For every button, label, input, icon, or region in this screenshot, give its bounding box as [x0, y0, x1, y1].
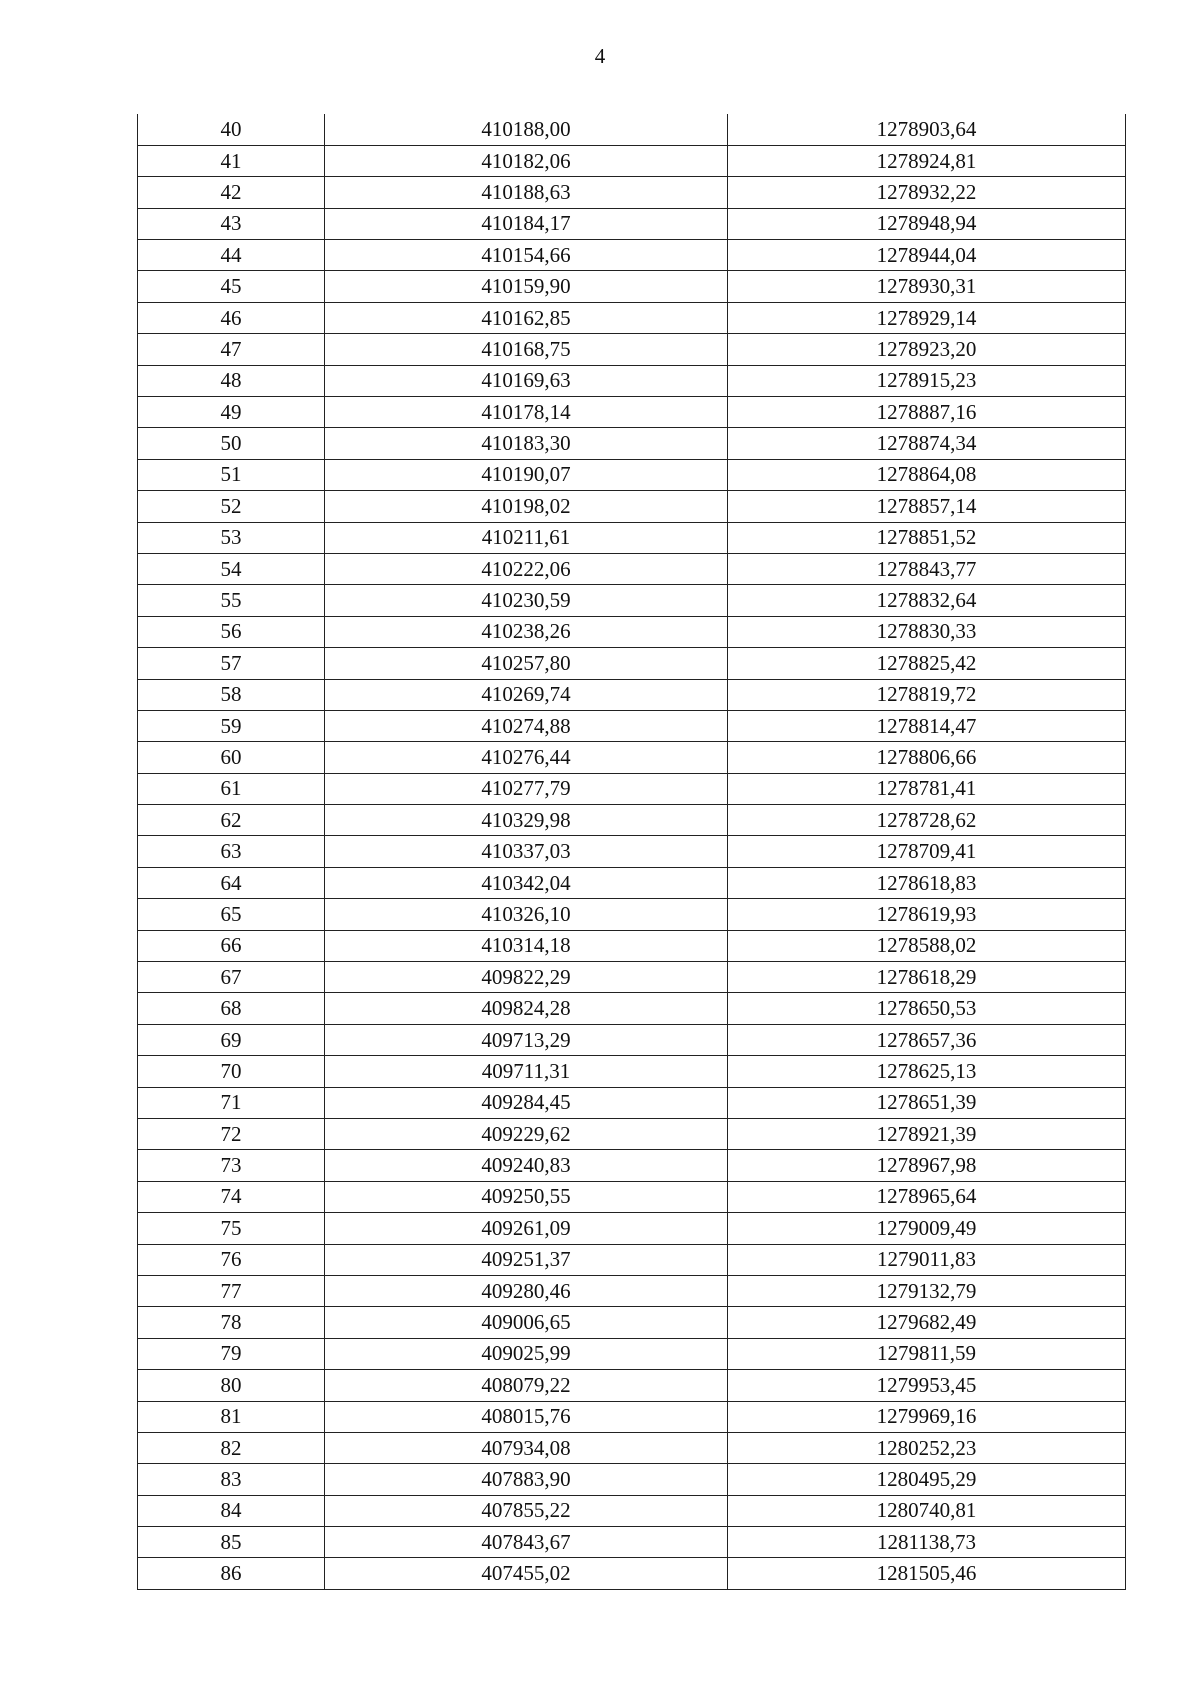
y-coordinate-cell: 1278619,93 — [728, 899, 1126, 930]
x-coordinate-cell: 409822,29 — [325, 962, 728, 993]
x-coordinate-cell: 407883,90 — [325, 1464, 728, 1495]
table-row — [138, 930, 1126, 961]
point-number-cell: 69 — [138, 1024, 325, 1055]
y-coordinate-cell: 1279969,16 — [728, 1401, 1126, 1432]
y-coordinate-cell: 1278814,47 — [728, 710, 1126, 741]
x-coordinate-cell: 410277,79 — [325, 773, 728, 804]
table-row — [138, 459, 1126, 490]
point-number-cell: 45 — [138, 271, 325, 302]
point-number-cell: 74 — [138, 1181, 325, 1212]
y-coordinate-cell: 1278650,53 — [728, 993, 1126, 1024]
point-number-cell: 49 — [138, 397, 325, 428]
y-coordinate-cell: 1279811,59 — [728, 1338, 1126, 1369]
x-coordinate-cell: 407934,08 — [325, 1432, 728, 1463]
table-row — [138, 710, 1126, 741]
y-coordinate-cell: 1279009,49 — [728, 1213, 1126, 1244]
table-row — [138, 836, 1126, 867]
x-coordinate-cell: 410159,90 — [325, 271, 728, 302]
x-coordinate-cell: 410337,03 — [325, 836, 728, 867]
y-coordinate-cell: 1278709,41 — [728, 836, 1126, 867]
x-coordinate-cell: 410154,66 — [325, 240, 728, 271]
x-coordinate-cell: 407843,67 — [325, 1527, 728, 1558]
table-row — [138, 1432, 1126, 1463]
y-coordinate-cell: 1279132,79 — [728, 1275, 1126, 1306]
table-row — [138, 145, 1126, 176]
point-number-cell: 65 — [138, 899, 325, 930]
point-number-cell: 64 — [138, 867, 325, 898]
y-coordinate-cell: 1278965,64 — [728, 1181, 1126, 1212]
table-row — [138, 648, 1126, 679]
y-coordinate-cell: 1278588,02 — [728, 930, 1126, 961]
x-coordinate-cell: 410168,75 — [325, 334, 728, 365]
point-number-cell: 78 — [138, 1307, 325, 1338]
table-row — [138, 805, 1126, 836]
table-row — [138, 397, 1126, 428]
table-row — [138, 585, 1126, 616]
y-coordinate-cell: 1278806,66 — [728, 742, 1126, 773]
point-number-cell: 67 — [138, 962, 325, 993]
point-number-cell: 73 — [138, 1150, 325, 1181]
x-coordinate-cell: 410184,17 — [325, 208, 728, 239]
point-number-cell: 60 — [138, 742, 325, 773]
table-row — [138, 491, 1126, 522]
x-coordinate-cell: 410342,04 — [325, 867, 728, 898]
y-coordinate-cell: 1278728,62 — [728, 805, 1126, 836]
y-coordinate-cell: 1278618,29 — [728, 962, 1126, 993]
y-coordinate-cell: 1279011,83 — [728, 1244, 1126, 1275]
table-row — [138, 553, 1126, 584]
table-row — [138, 1495, 1126, 1526]
x-coordinate-cell: 409824,28 — [325, 993, 728, 1024]
point-number-cell: 82 — [138, 1432, 325, 1463]
y-coordinate-cell: 1278903,64 — [728, 114, 1126, 145]
point-number-cell: 66 — [138, 930, 325, 961]
y-coordinate-cell: 1278874,34 — [728, 428, 1126, 459]
y-coordinate-cell: 1281138,73 — [728, 1527, 1126, 1558]
table-row — [138, 1244, 1126, 1275]
x-coordinate-cell: 409240,83 — [325, 1150, 728, 1181]
x-coordinate-cell: 410188,00 — [325, 114, 728, 145]
x-coordinate-cell: 410178,14 — [325, 397, 728, 428]
table-row — [138, 679, 1126, 710]
y-coordinate-cell: 1281505,46 — [728, 1558, 1126, 1589]
table-row — [138, 365, 1126, 396]
table-row — [138, 1338, 1126, 1369]
point-number-cell: 46 — [138, 302, 325, 333]
y-coordinate-cell: 1278843,77 — [728, 553, 1126, 584]
point-number-cell: 81 — [138, 1401, 325, 1432]
point-number-cell: 40 — [138, 114, 325, 145]
point-number-cell: 62 — [138, 805, 325, 836]
table-row — [138, 899, 1126, 930]
x-coordinate-cell: 410188,63 — [325, 177, 728, 208]
x-coordinate-cell: 409025,99 — [325, 1338, 728, 1369]
y-coordinate-cell: 1278932,22 — [728, 177, 1126, 208]
point-number-cell: 71 — [138, 1087, 325, 1118]
table-row — [138, 302, 1126, 333]
y-coordinate-cell: 1279953,45 — [728, 1370, 1126, 1401]
x-coordinate-cell: 410211,61 — [325, 522, 728, 553]
table-row — [138, 616, 1126, 647]
y-coordinate-cell: 1278781,41 — [728, 773, 1126, 804]
point-number-cell: 85 — [138, 1527, 325, 1558]
point-number-cell: 59 — [138, 710, 325, 741]
coordinates-table — [137, 114, 1126, 1590]
point-number-cell: 55 — [138, 585, 325, 616]
table-row — [138, 1213, 1126, 1244]
point-number-cell: 77 — [138, 1275, 325, 1306]
table-row — [138, 993, 1126, 1024]
x-coordinate-cell: 410198,02 — [325, 491, 728, 522]
x-coordinate-cell: 407855,22 — [325, 1495, 728, 1526]
table-row — [138, 428, 1126, 459]
table-row — [138, 867, 1126, 898]
x-coordinate-cell: 408015,76 — [325, 1401, 728, 1432]
table-row — [138, 1150, 1126, 1181]
point-number-cell: 58 — [138, 679, 325, 710]
point-number-cell: 51 — [138, 459, 325, 490]
point-number-cell: 56 — [138, 616, 325, 647]
y-coordinate-cell: 1278915,23 — [728, 365, 1126, 396]
point-number-cell: 50 — [138, 428, 325, 459]
x-coordinate-cell: 410190,07 — [325, 459, 728, 490]
table-row — [138, 1401, 1126, 1432]
y-coordinate-cell: 1278921,39 — [728, 1119, 1126, 1150]
y-coordinate-cell: 1278948,94 — [728, 208, 1126, 239]
x-coordinate-cell: 410274,88 — [325, 710, 728, 741]
point-number-cell: 83 — [138, 1464, 325, 1495]
y-coordinate-cell: 1280252,23 — [728, 1432, 1126, 1463]
y-coordinate-cell: 1280740,81 — [728, 1495, 1126, 1526]
x-coordinate-cell: 409711,31 — [325, 1056, 728, 1087]
coordinates-table-body — [138, 114, 1126, 1589]
y-coordinate-cell: 1279682,49 — [728, 1307, 1126, 1338]
point-number-cell: 68 — [138, 993, 325, 1024]
point-number-cell: 86 — [138, 1558, 325, 1589]
y-coordinate-cell: 1278944,04 — [728, 240, 1126, 271]
point-number-cell: 63 — [138, 836, 325, 867]
table-row — [138, 240, 1126, 271]
x-coordinate-cell: 410162,85 — [325, 302, 728, 333]
x-coordinate-cell: 410326,10 — [325, 899, 728, 930]
x-coordinate-cell: 407455,02 — [325, 1558, 728, 1589]
table-row — [138, 208, 1126, 239]
x-coordinate-cell: 408079,22 — [325, 1370, 728, 1401]
point-number-cell: 84 — [138, 1495, 325, 1526]
y-coordinate-cell: 1278930,31 — [728, 271, 1126, 302]
y-coordinate-cell: 1278864,08 — [728, 459, 1126, 490]
y-coordinate-cell: 1278625,13 — [728, 1056, 1126, 1087]
y-coordinate-cell: 1278830,33 — [728, 616, 1126, 647]
x-coordinate-cell: 409251,37 — [325, 1244, 728, 1275]
point-number-cell: 75 — [138, 1213, 325, 1244]
x-coordinate-cell: 410169,63 — [325, 365, 728, 396]
point-number-cell: 53 — [138, 522, 325, 553]
point-number-cell: 72 — [138, 1119, 325, 1150]
point-number-cell: 44 — [138, 240, 325, 271]
y-coordinate-cell: 1280495,29 — [728, 1464, 1126, 1495]
table-row — [138, 271, 1126, 302]
x-coordinate-cell: 409006,65 — [325, 1307, 728, 1338]
x-coordinate-cell: 410276,44 — [325, 742, 728, 773]
table-row — [138, 177, 1126, 208]
y-coordinate-cell: 1278651,39 — [728, 1087, 1126, 1118]
point-number-cell: 48 — [138, 365, 325, 396]
x-coordinate-cell: 409713,29 — [325, 1024, 728, 1055]
point-number-cell: 61 — [138, 773, 325, 804]
y-coordinate-cell: 1278832,64 — [728, 585, 1126, 616]
y-coordinate-cell: 1278857,14 — [728, 491, 1126, 522]
table-row — [138, 1558, 1126, 1589]
table-row — [138, 742, 1126, 773]
x-coordinate-cell: 409250,55 — [325, 1181, 728, 1212]
table-row — [138, 1370, 1126, 1401]
x-coordinate-cell: 410329,98 — [325, 805, 728, 836]
x-coordinate-cell: 409280,46 — [325, 1275, 728, 1306]
point-number-cell: 42 — [138, 177, 325, 208]
point-number-cell: 43 — [138, 208, 325, 239]
y-coordinate-cell: 1278618,83 — [728, 867, 1126, 898]
x-coordinate-cell: 409284,45 — [325, 1087, 728, 1118]
table-row — [138, 1527, 1126, 1558]
point-number-cell: 54 — [138, 553, 325, 584]
table-row — [138, 773, 1126, 804]
x-coordinate-cell: 410269,74 — [325, 679, 728, 710]
table-row — [138, 1024, 1126, 1055]
y-coordinate-cell: 1278819,72 — [728, 679, 1126, 710]
table-row — [138, 114, 1126, 145]
x-coordinate-cell: 410183,30 — [325, 428, 728, 459]
y-coordinate-cell: 1278825,42 — [728, 648, 1126, 679]
y-coordinate-cell: 1278967,98 — [728, 1150, 1126, 1181]
table-row — [138, 1056, 1126, 1087]
x-coordinate-cell: 409261,09 — [325, 1213, 728, 1244]
x-coordinate-cell: 410257,80 — [325, 648, 728, 679]
table-row — [138, 1181, 1126, 1212]
y-coordinate-cell: 1278924,81 — [728, 145, 1126, 176]
table-row — [138, 962, 1126, 993]
x-coordinate-cell: 410314,18 — [325, 930, 728, 961]
x-coordinate-cell: 410222,06 — [325, 553, 728, 584]
point-number-cell: 80 — [138, 1370, 325, 1401]
table-row — [138, 334, 1126, 365]
point-number-cell: 70 — [138, 1056, 325, 1087]
table-row — [138, 522, 1126, 553]
table-row — [138, 1087, 1126, 1118]
y-coordinate-cell: 1278923,20 — [728, 334, 1126, 365]
x-coordinate-cell: 410182,06 — [325, 145, 728, 176]
x-coordinate-cell: 410238,26 — [325, 616, 728, 647]
point-number-cell: 41 — [138, 145, 325, 176]
point-number-cell: 47 — [138, 334, 325, 365]
x-coordinate-cell: 409229,62 — [325, 1119, 728, 1150]
table-row — [138, 1119, 1126, 1150]
y-coordinate-cell: 1278657,36 — [728, 1024, 1126, 1055]
point-number-cell: 79 — [138, 1338, 325, 1369]
y-coordinate-cell: 1278851,52 — [728, 522, 1126, 553]
point-number-cell: 52 — [138, 491, 325, 522]
point-number-cell: 57 — [138, 648, 325, 679]
page-number: 4 — [594, 44, 606, 68]
y-coordinate-cell: 1278929,14 — [728, 302, 1126, 333]
point-number-cell: 76 — [138, 1244, 325, 1275]
table-row — [138, 1307, 1126, 1338]
table-row — [138, 1464, 1126, 1495]
table-row — [138, 1275, 1126, 1306]
x-coordinate-cell: 410230,59 — [325, 585, 728, 616]
y-coordinate-cell: 1278887,16 — [728, 397, 1126, 428]
